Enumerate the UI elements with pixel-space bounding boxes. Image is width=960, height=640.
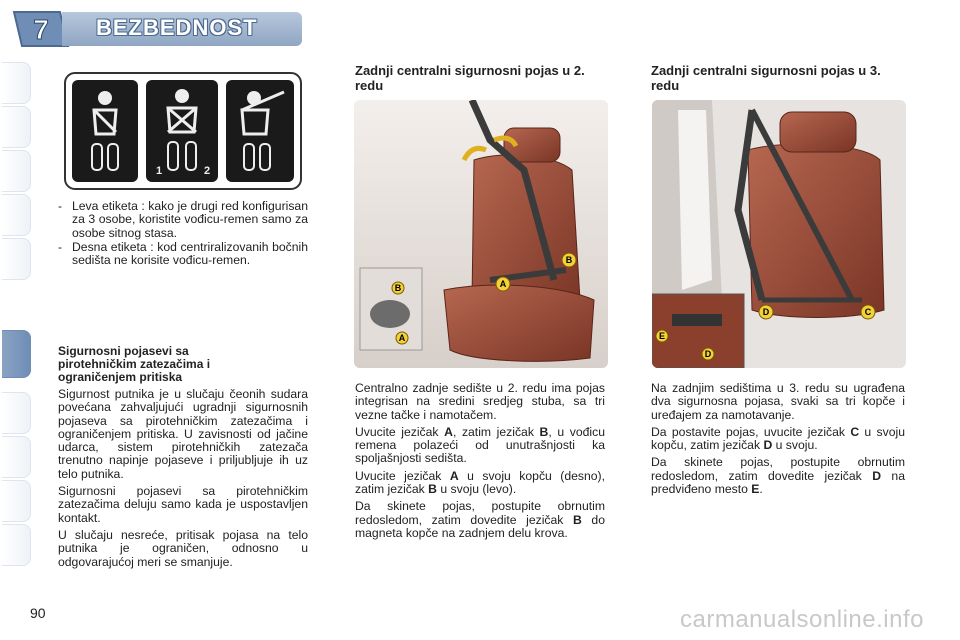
callout-D: D — [762, 307, 770, 317]
page-number: 90 — [30, 605, 46, 621]
callout-B: B — [565, 255, 573, 265]
callout-D-inset: D — [704, 349, 712, 359]
callout-E: E — [658, 331, 666, 341]
chapter-badge — [10, 6, 70, 52]
side-tab[interactable] — [2, 106, 31, 148]
side-tab[interactable] — [2, 238, 31, 280]
right-body — [651, 382, 905, 500]
watermark: carmanualsonline.info — [680, 606, 924, 633]
paragraph: Da skinete pojas, postupite obrnutim redosledom, zatim dovedite jezičak B do magneta kopče na zadnjem delu krova. — [355, 499, 605, 540]
paragraph: Sigurnost putnika je u slučaju čeonih sudara povećana zahvaljujući ugradnji sigurnosnih pojaseva sa pirotehničkim zatezačima i ograničenjem pritiska. U zavisnosti od jačine udarca, sistem pirotehničkih zatezača trenutno napinje pojaseve i priljubljuje ih uz telo putnika. — [58, 387, 308, 481]
svg-text:2: 2 — [204, 165, 211, 177]
side-tab[interactable] — [2, 62, 31, 104]
paragraph: U slučaju nesreće, pritisak pojasa na telo putnika je ograničen, odnosno u odgovarajućoj meri se smanjuje. — [58, 527, 308, 569]
section-heading: Zadnji centralni sigurnosni pojas u 3. redu — [651, 63, 881, 93]
side-tab[interactable] — [2, 194, 31, 236]
page-title: BEZBEDNOST — [96, 15, 258, 40]
callout-A-inset: A — [398, 333, 406, 343]
side-tab[interactable] — [2, 524, 31, 566]
chapter-side-tabs — [0, 62, 34, 582]
paragraph: Da postavite pojas, uvucite jezičak C u svoju kopču, zatim jezičak D u svoju. — [651, 424, 905, 453]
section-body — [58, 388, 308, 573]
list-item: - Leva etiketa : kako je drugi red konfigurisan za 3 osobe, koristite vođicu-remen samo za osobe sitnog stasa. — [58, 199, 308, 240]
callout-A: A — [499, 279, 507, 289]
label-description-list — [58, 200, 308, 268]
callout-B-inset: B — [394, 283, 402, 293]
chapter-number: 7 — [33, 14, 49, 45]
paragraph: Sigurnosni pojasevi sa pirotehničkim zatezačima deluju samo kada je uspostavljen kontakt. — [58, 484, 308, 525]
paragraph: Uvucite jezičak A, zatim jezičak B, u vođicu remena polazeći od unutrašnjosti ka spoljašnjosti sedišta. — [355, 424, 605, 466]
section-heading: Sigurnosni pojasevi sa pirotehničkim zatezačima i ograničenjem pritiska — [58, 344, 211, 384]
side-tab[interactable] — [2, 392, 31, 434]
side-tab[interactable] — [2, 436, 31, 478]
side-tab[interactable] — [2, 150, 31, 192]
middle-body — [355, 382, 605, 544]
paragraph: Uvucite jezičak A u svoju kopču (desno), zatim jezičak B u svoju (levo). — [355, 468, 605, 497]
paragraph: Da skinete pojas, postupite obrnutim redosledom, zatim dovedite jezičak D na predviđeno mesto E. — [651, 455, 905, 497]
side-tab[interactable] — [2, 480, 31, 522]
section-heading: Zadnji centralni sigurnosni pojas u 2. redu — [355, 63, 585, 93]
callout-C: C — [864, 307, 872, 317]
second-row-seat-image — [354, 100, 608, 368]
paragraph: Centralno zadnje sedište u 2. redu ima pojas integrisan na sredini sredjeg stuba, sa tri vezne tačke i namotačem. — [355, 381, 605, 422]
paragraph: Na zadnjim sedištima u 3. redu su ugrađena dva sigurnosna pojasa, svaki sa tri kopče i uređajem za namotavanje. — [651, 381, 905, 422]
seatbelt-label-image — [64, 72, 302, 190]
side-tab-active[interactable] — [2, 330, 31, 378]
list-item: - Desna etiketa : kod centriralizovanih bočnih sedišta ne korisite vođicu-remen. — [58, 239, 308, 268]
svg-text:1: 1 — [156, 165, 163, 177]
third-row-seat-image — [652, 100, 906, 368]
